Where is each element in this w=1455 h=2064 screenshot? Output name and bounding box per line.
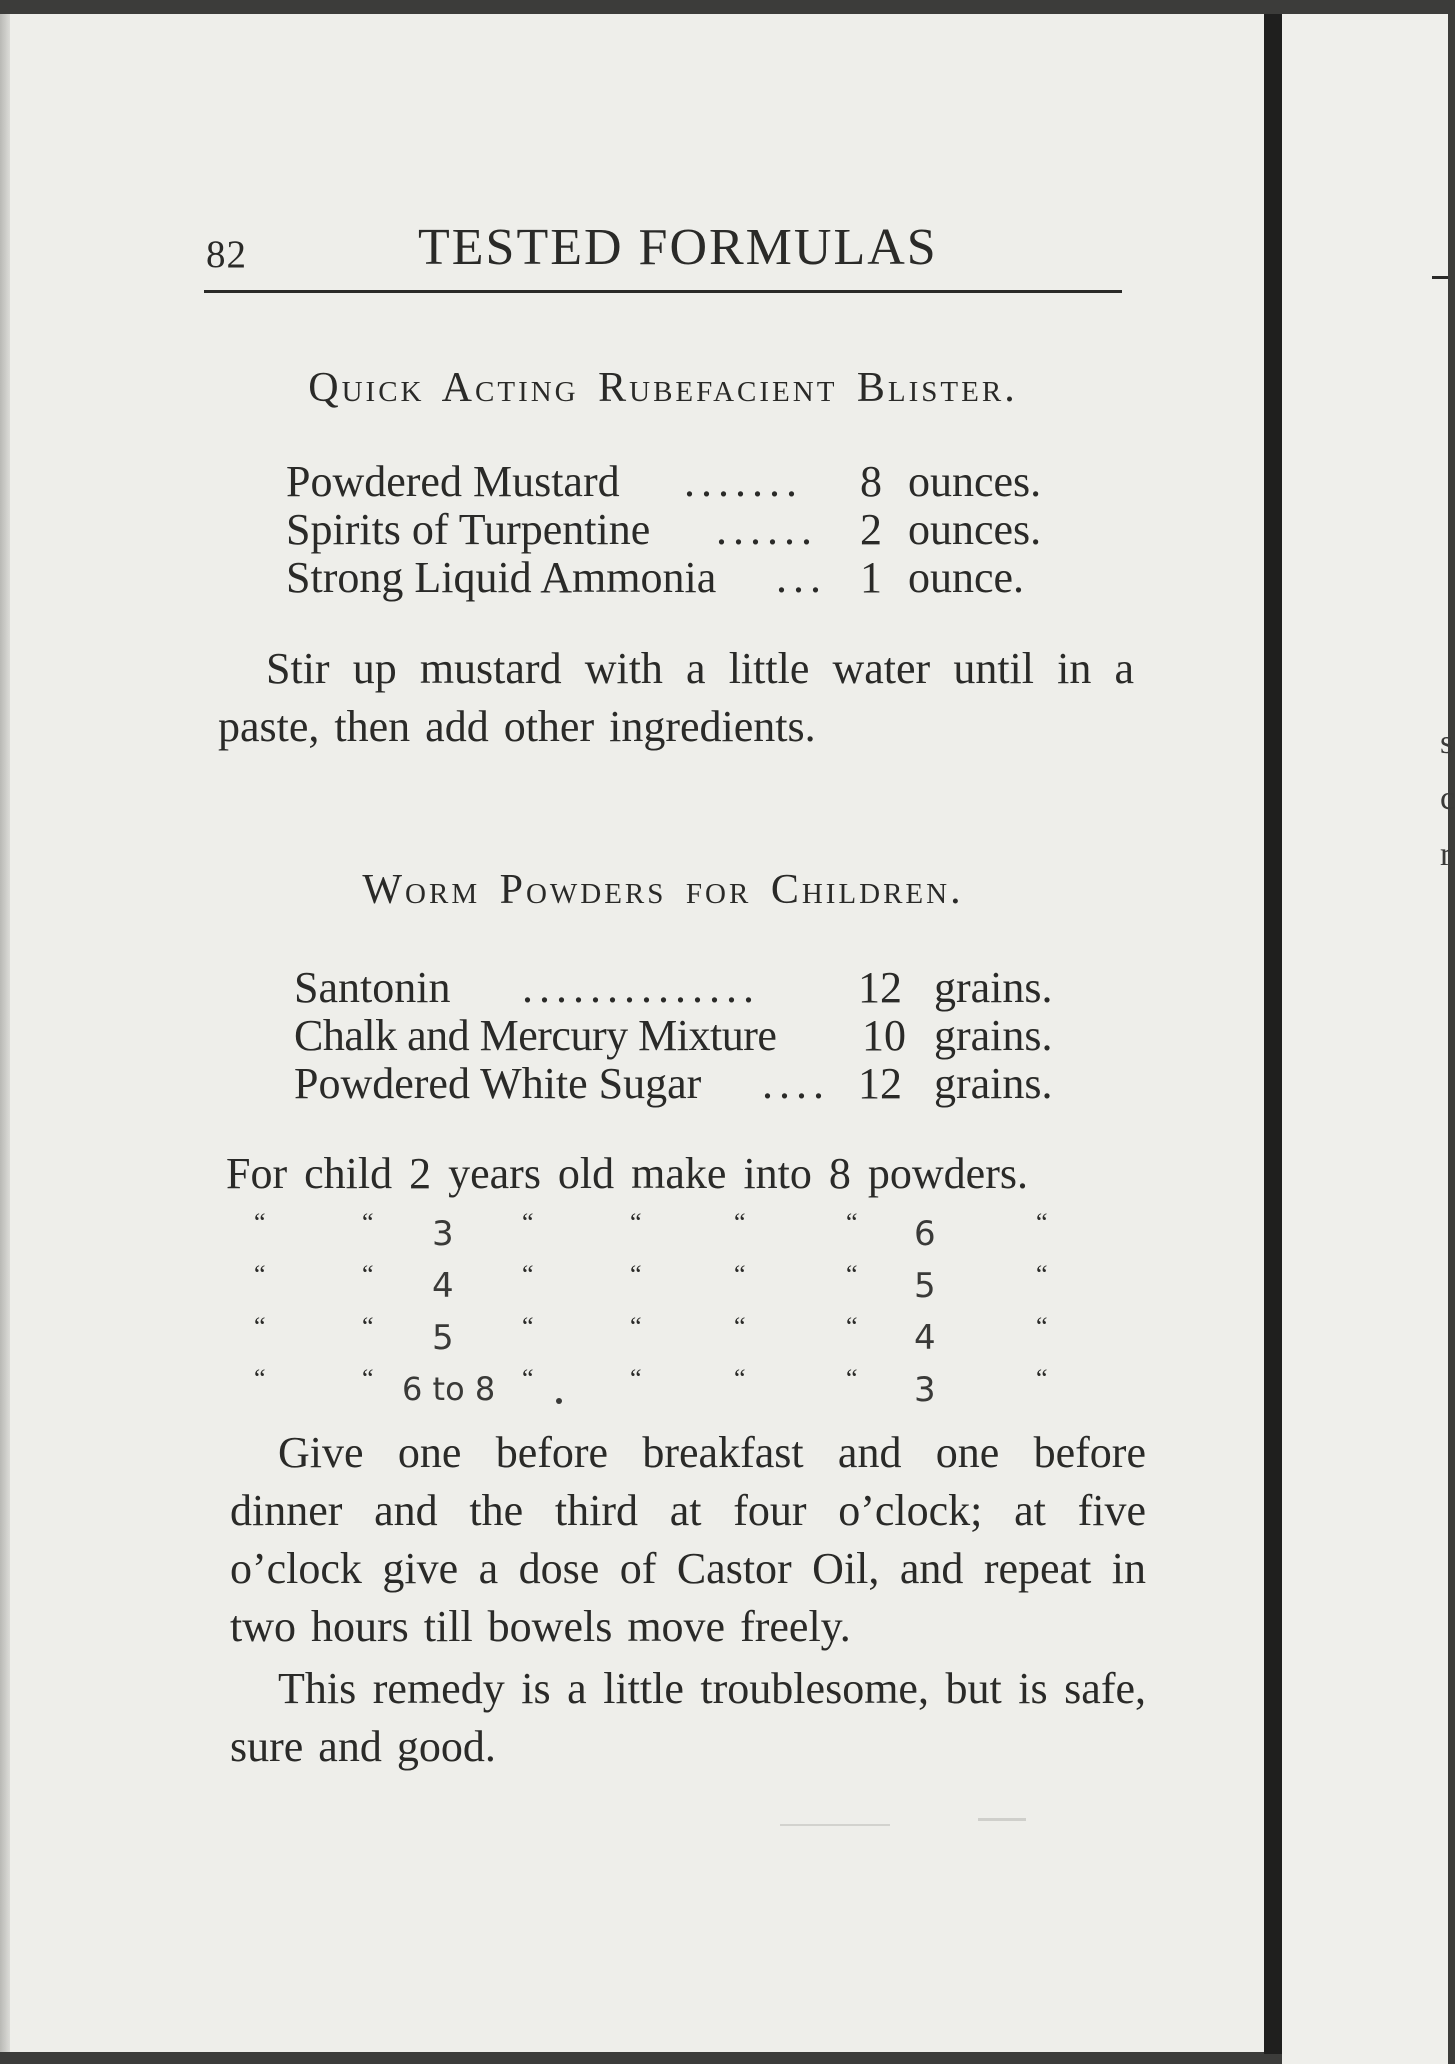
ingredient-name: Powdered White Sugar — [294, 1059, 702, 1108]
section-heading-blister: Quick Acting Rubefacient Blister. — [308, 365, 1018, 411]
dosage-age: 6 to 8 — [402, 1370, 496, 1408]
dosage-row — [226, 1148, 1146, 1206]
ditto-mark: “ — [1036, 1260, 1050, 1289]
ditto-mark: “ — [630, 1260, 644, 1289]
ingredient-unit: ounces. — [908, 505, 1042, 554]
ditto-mark: “ — [362, 1208, 376, 1237]
ingredient-quantity: 1 — [860, 553, 882, 602]
ditto-mark: “ — [254, 1260, 268, 1289]
ingredient-name: Chalk and Mercury Mixture — [294, 1011, 777, 1060]
ingredient-quantity: 10 — [862, 1011, 906, 1060]
leader-dots: ...... — [716, 505, 818, 554]
ingredient-name: Strong Liquid Ammonia — [286, 553, 717, 602]
dosage-row — [226, 1258, 1146, 1310]
ditto-mark: “ — [734, 1364, 748, 1393]
ditto-mark: “ — [254, 1312, 268, 1341]
ingredient-name: Spirits of Turpentine — [286, 505, 651, 554]
ditto-mark: “ — [734, 1208, 748, 1237]
leader-dots: ... — [776, 553, 827, 602]
ditto-mark: “ — [846, 1260, 860, 1289]
ingredient-row — [294, 1012, 1124, 1060]
ingredient-row — [286, 554, 1116, 602]
ingredient-quantity: 12 — [858, 963, 902, 1012]
ditto-mark: “ — [1036, 1208, 1050, 1237]
ingredient-quantity: 12 — [858, 1059, 902, 1108]
ditto-mark: “ — [630, 1364, 644, 1393]
closing-paragraph: This remedy is a little troublesome, but is safe, sure and good. — [230, 1664, 1146, 1771]
ditto-mark: “ — [1036, 1364, 1050, 1393]
facing-page-rule — [1432, 276, 1448, 279]
dosage-row — [226, 1206, 1146, 1258]
ingredient-unit: grains. — [934, 1059, 1053, 1108]
facing-page-glyph: s — [1440, 724, 1454, 761]
ingredient-row — [286, 506, 1116, 554]
dosage-powders: 5 — [914, 1266, 936, 1306]
ingredient-quantity: 2 — [860, 505, 882, 554]
directions-paragraph: Give one before breakfast and one before dinner and the third at four o’clock; at five o’clock give a dose of Castor Oil, and repeat in two hours till bowels move freely. — [230, 1428, 1146, 1651]
ditto-mark: “ — [734, 1312, 748, 1341]
ingredient-unit: grains. — [934, 963, 1053, 1012]
ditto-mark: “ — [630, 1208, 644, 1237]
ditto-mark: “ — [362, 1364, 376, 1393]
dosage-powders: 4 — [914, 1318, 936, 1358]
instructions-paragraph: Stir up mustard with a little water until in a paste, then add other ingredients. — [218, 644, 1134, 751]
facing-page-glyph: c — [1440, 780, 1455, 817]
facing-page-glyph: r — [1440, 836, 1452, 873]
ingredient-row — [286, 458, 1116, 506]
dosage-first-row: For child 2 years old make into 8 powders. — [226, 1149, 1028, 1198]
dosage-age: 5 — [432, 1318, 454, 1358]
ingredient-list-blister — [286, 458, 1116, 602]
dosage-row — [226, 1310, 1146, 1362]
dosage-age: 3 — [432, 1214, 454, 1254]
ditto-mark: “ — [1036, 1312, 1050, 1341]
ingredient-list-worm-powders — [294, 964, 1124, 1108]
ditto-mark: “ — [522, 1208, 536, 1237]
dosage-table — [226, 1148, 1146, 1414]
leader-dots: .... — [762, 1059, 830, 1108]
leader-dots: ....... — [684, 457, 803, 506]
page-number: 82 — [206, 233, 247, 276]
facing-page — [1282, 14, 1448, 2064]
ingredient-row — [294, 1060, 1124, 1108]
dosage-powders: 6 — [914, 1214, 936, 1254]
running-head — [206, 218, 1124, 288]
dosage-age: 4 — [432, 1266, 454, 1306]
ditto-mark: “ — [254, 1364, 268, 1393]
ditto-mark: “ — [362, 1312, 376, 1341]
ditto-mark: “ — [734, 1260, 748, 1289]
ingredient-quantity: 8 — [860, 457, 882, 506]
ingredient-unit: ounce. — [908, 553, 1025, 602]
ditto-mark: “ — [254, 1208, 268, 1237]
ingredient-unit: ounces. — [908, 457, 1042, 506]
ink-speck — [556, 1398, 562, 1404]
ditto-mark: “ — [522, 1364, 536, 1393]
page-edge — [0, 14, 10, 2052]
book-gutter — [1264, 14, 1284, 2054]
ingredient-name: Powdered Mustard — [286, 457, 620, 506]
running-title: TESTED FORMULAS — [418, 219, 938, 276]
ingredient-name: Santonin — [294, 963, 451, 1012]
ditto-mark: “ — [522, 1260, 536, 1289]
ditto-mark: “ — [522, 1312, 536, 1341]
section-heading-worm-powders: Worm Powders for Children. — [362, 867, 964, 913]
ditto-mark: “ — [846, 1364, 860, 1393]
ditto-mark: “ — [630, 1312, 644, 1341]
dosage-powders: 3 — [914, 1370, 936, 1410]
leader-dots: .............. — [522, 963, 760, 1012]
ingredient-unit: grains. — [934, 1011, 1053, 1060]
ditto-mark: “ — [846, 1312, 860, 1341]
ingredient-row — [294, 964, 1124, 1012]
ditto-mark: “ — [362, 1260, 376, 1289]
paper-mark — [780, 1824, 890, 1826]
dosage-row — [226, 1362, 1146, 1414]
paper-mark — [978, 1818, 1026, 1821]
ditto-mark: “ — [846, 1208, 860, 1237]
header-rule — [204, 290, 1122, 293]
